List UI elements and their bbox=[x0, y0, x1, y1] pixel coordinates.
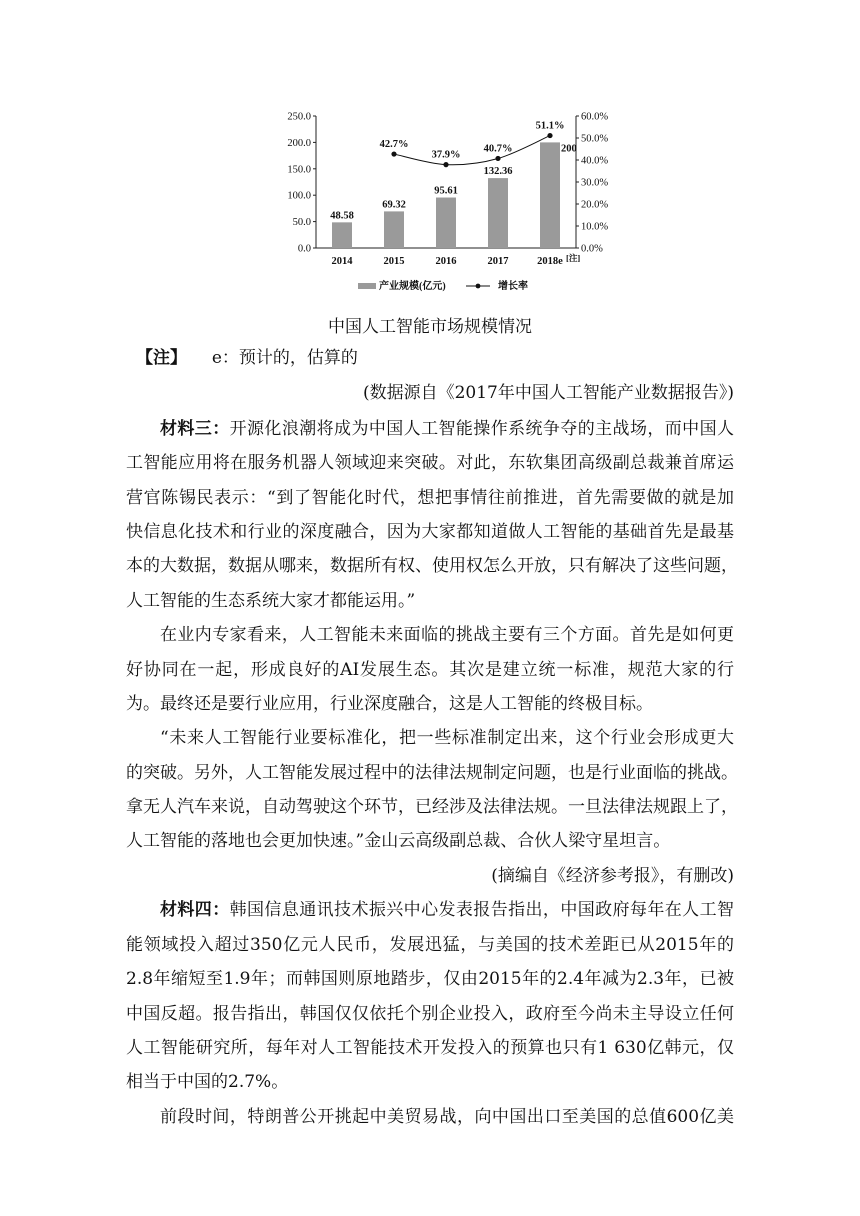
m4-label: 材料四： bbox=[160, 900, 230, 920]
legend-line-dot bbox=[476, 284, 481, 289]
growth-label: 51.1% bbox=[535, 120, 565, 132]
m4-line-5: 相当于中国的2.7%。 bbox=[126, 1072, 289, 1092]
bar bbox=[436, 198, 456, 248]
growth-point bbox=[495, 156, 500, 161]
m3-line-4: 本的大数据，数据从哪来，数据所有权、使用权怎么开放，只有解决了这些问题， bbox=[126, 556, 738, 576]
m3-line-0 bbox=[160, 419, 734, 439]
growth-point bbox=[391, 151, 396, 156]
m3-line-3: 快信息化技术和行业的深度融合，因为大家都知道做人工智能的基础首先是最基 bbox=[126, 522, 734, 542]
y-tick-label: 50.0 bbox=[292, 217, 311, 229]
p5-line-0: 前段时间，特朗普公开挑起中美贸易战，向中国出口至美国的总值600亿美 bbox=[160, 1107, 734, 1127]
m3-label: 材料三： bbox=[160, 419, 230, 439]
y2-tick-label: 40.0% bbox=[581, 155, 608, 167]
p3-line-2: 拿无人汽车来说，自动驾驶这个环节，已经涉及法律法规。一旦法律法规跟上了， bbox=[126, 797, 738, 817]
y2-tick-label: 30.0% bbox=[581, 177, 608, 189]
x-tick-label: 2014 bbox=[331, 256, 353, 267]
growth-label: 42.7% bbox=[379, 139, 409, 151]
y2-tick-label: 20.0% bbox=[581, 199, 608, 211]
p2-line-2: 为。最终还是要行业应用，行业深度融合，这是人工智能的终极目标。 bbox=[126, 694, 653, 714]
m4-line-2: 2.8年缩短至1.9年；而韩国则原地踏步，仅由2015年的2.4年减为2.3年，已被 bbox=[126, 969, 734, 989]
m4-line-3: 中国反超。报告指出，韩国仅仅依托个别企业投入，政府至今尚未主导设立任何 bbox=[126, 1004, 734, 1024]
x-tick-label: 2016 bbox=[435, 256, 457, 267]
bar-value-label: 132.36 bbox=[483, 166, 513, 178]
chart-note bbox=[136, 348, 358, 368]
market-size-chart bbox=[268, 100, 608, 300]
note-mark: 【注】 bbox=[136, 348, 187, 368]
y-tick-label: 200.0 bbox=[287, 137, 311, 149]
y2-tick-label: 50.0% bbox=[581, 133, 608, 145]
growth-line bbox=[394, 136, 550, 165]
m4-line-4: 人工智能研究所，每年对人工智能技术开发投入的预算也只有1 630亿韩元，仅 bbox=[126, 1038, 734, 1058]
bar bbox=[540, 142, 560, 248]
chart-caption: 中国人工智能市场规模情况 bbox=[328, 317, 532, 337]
y2-tick-label: 10.0% bbox=[581, 221, 608, 233]
m3-line-1: 工智能应用将在服务机器人领域迎来突破。对此，东软集团高级副总裁兼首席运 bbox=[126, 453, 734, 473]
y-tick-label: 100.0 bbox=[287, 190, 311, 202]
p2-line-1: 好协同在一起，形成良好的AI发展生态。其次是建立统一标准，规范大家的行 bbox=[126, 660, 734, 680]
growth-point bbox=[547, 133, 552, 138]
chart-svg bbox=[268, 100, 608, 300]
source-1: (数据源自《2017年中国人工智能产业数据报告》) bbox=[362, 383, 734, 403]
legend-bar-swatch bbox=[358, 283, 376, 289]
growth-point bbox=[443, 162, 448, 167]
note-text: e：预计的，估算的 bbox=[211, 348, 358, 368]
x-footnote-label: [注] bbox=[566, 253, 581, 263]
y-tick-label: 0.0 bbox=[297, 243, 311, 255]
x-tick-label: 2015 bbox=[383, 256, 405, 267]
y-tick-label: 150.0 bbox=[287, 164, 311, 176]
y-tick-label: 250.0 bbox=[287, 111, 311, 123]
m4-line-1: 能领域投入超过350亿元人民币，发展迅猛，与美国的技术差距已从2015年的 bbox=[126, 935, 734, 955]
p3-line-0: “未来人工智能行业要标准化，把一些标准制定出来，这个行业会形成更大 bbox=[160, 728, 734, 748]
bar bbox=[488, 178, 508, 248]
bar-value-label: 200 bbox=[561, 143, 577, 155]
legend-line-label: 增长率 bbox=[498, 281, 528, 292]
m4-text-0: 韩国信息通讯技术振兴中心发表报告指出，中国政府每年在人工智 bbox=[229, 900, 734, 920]
m4-line-0 bbox=[160, 900, 734, 920]
m3-text-0: 开源化浪潮将成为中国人工智能操作系统争夺的主战场，而中国人 bbox=[229, 419, 734, 439]
bar bbox=[332, 222, 352, 248]
x-tick-label: 2018e bbox=[537, 256, 563, 267]
p2-line-0: 在业内专家看来，人工智能未来面临的挑战主要有三个方面。首先是如何更 bbox=[160, 625, 734, 645]
m3-line-2: 营官陈锡民表示：“到了智能化时代，想把事情往前推进，首先需要做的就是加 bbox=[126, 488, 734, 508]
source-2: (摘编自《经济参考报》，有删改) bbox=[491, 866, 734, 886]
bar-value-label: 69.32 bbox=[382, 199, 406, 211]
bar bbox=[384, 211, 404, 248]
p3-line-1: 的突破。另外，人工智能发展过程中的法律法规制定问题，也是行业面临的挑战。 bbox=[126, 763, 738, 783]
m3-line-5: 人工智能的生态系统大家才都能运用。” bbox=[126, 591, 416, 611]
y2-tick-label: 0.0% bbox=[581, 243, 603, 255]
legend-bar-label: 产业规模(亿元) bbox=[379, 281, 446, 292]
p3-line-3: 人工智能的落地也会更加快速。”金山云高级副总裁、合伙人梁守星坦言。 bbox=[126, 831, 671, 851]
growth-label: 40.7% bbox=[483, 143, 513, 155]
x-tick-label: 2017 bbox=[487, 256, 509, 267]
growth-label: 37.9% bbox=[431, 149, 461, 161]
bar-value-label: 95.61 bbox=[434, 185, 458, 197]
bar-value-label: 48.58 bbox=[330, 210, 354, 222]
y2-tick-label: 60.0% bbox=[581, 111, 608, 123]
